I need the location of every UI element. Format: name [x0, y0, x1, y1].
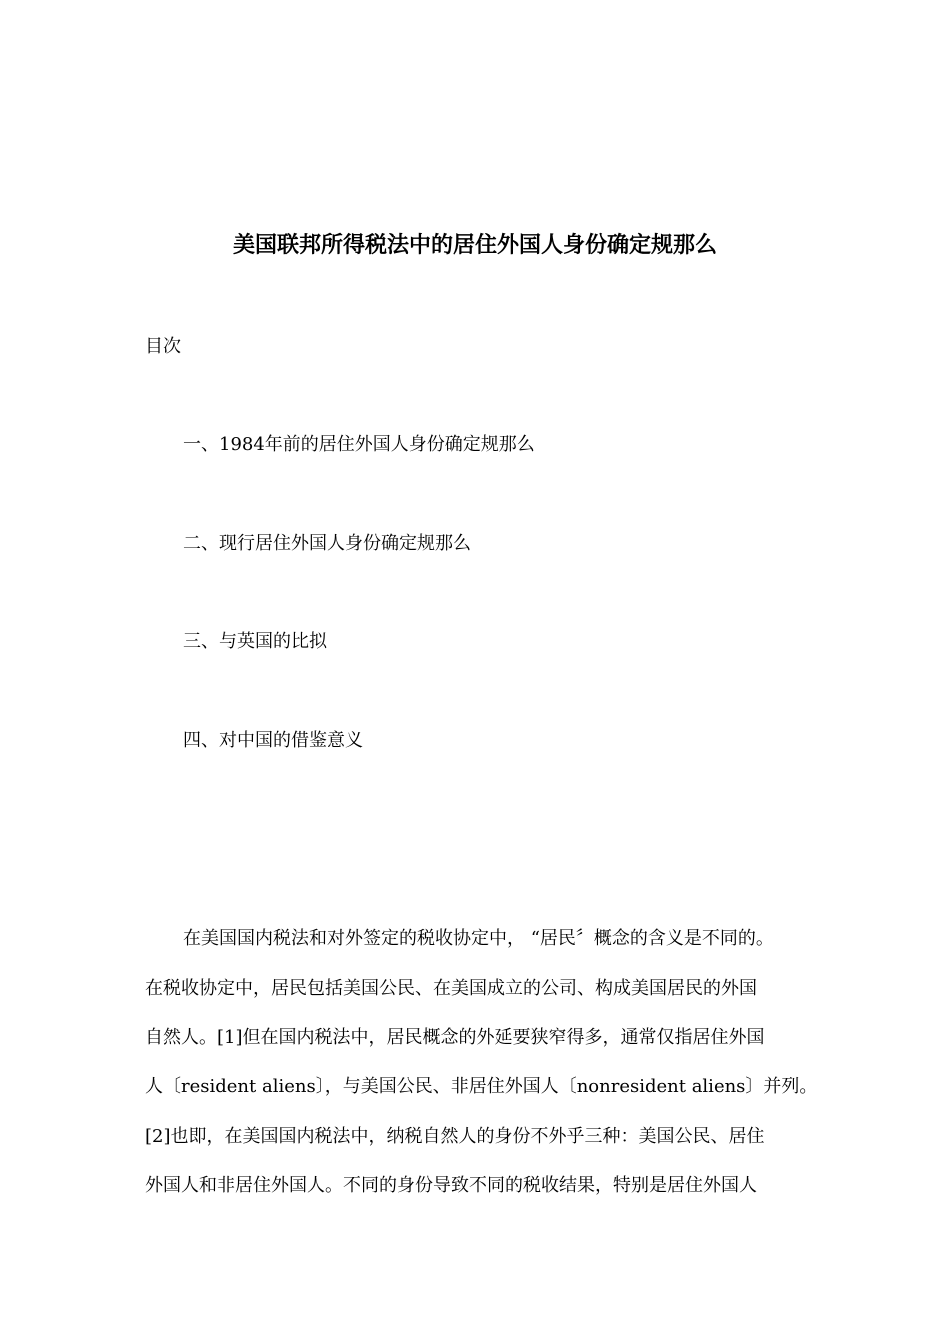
toc-item-2: 二、现行居住外国人身份确定规那么 [183, 533, 471, 554]
body-line-6: 外国人和非居住外国人。不同的身份导致不同的税收结果，特别是居住外国人 [145, 1175, 757, 1196]
body-line-2: 在税收协定中，居民包括美国公民、在美国成立的公司、构成美国居民的外国 [145, 978, 757, 999]
body-line-3: 自然人。[1]但在国内税法中，居民概念的外延要狭窄得多，通常仅指居住外国 [145, 1027, 765, 1048]
body-line-4: 人〔resident aliens〕，与美国公民、非居住外国人〔nonresident aliens〕并列。 [145, 1076, 818, 1097]
toc-item-4: 四、对中国的借鉴意义 [183, 730, 363, 751]
document-title: 美国联邦所得税法中的居住外国人身份确定规那么 [232, 232, 717, 258]
body-line-1: 在美国国内税法和对外签定的税收协定中， “居民〞概念的含义是不同的。 [183, 928, 774, 949]
toc-heading: 目次 [145, 336, 181, 357]
body-line-5: [2]也即，在美国国内税法中，纳税自然人的身份不外乎三种：美国公民、居住 [145, 1126, 765, 1147]
toc-item-3: 三、与英国的比拟 [183, 631, 327, 652]
toc-item-1: 一、1984年前的居住外国人身份确定规那么 [183, 434, 535, 455]
